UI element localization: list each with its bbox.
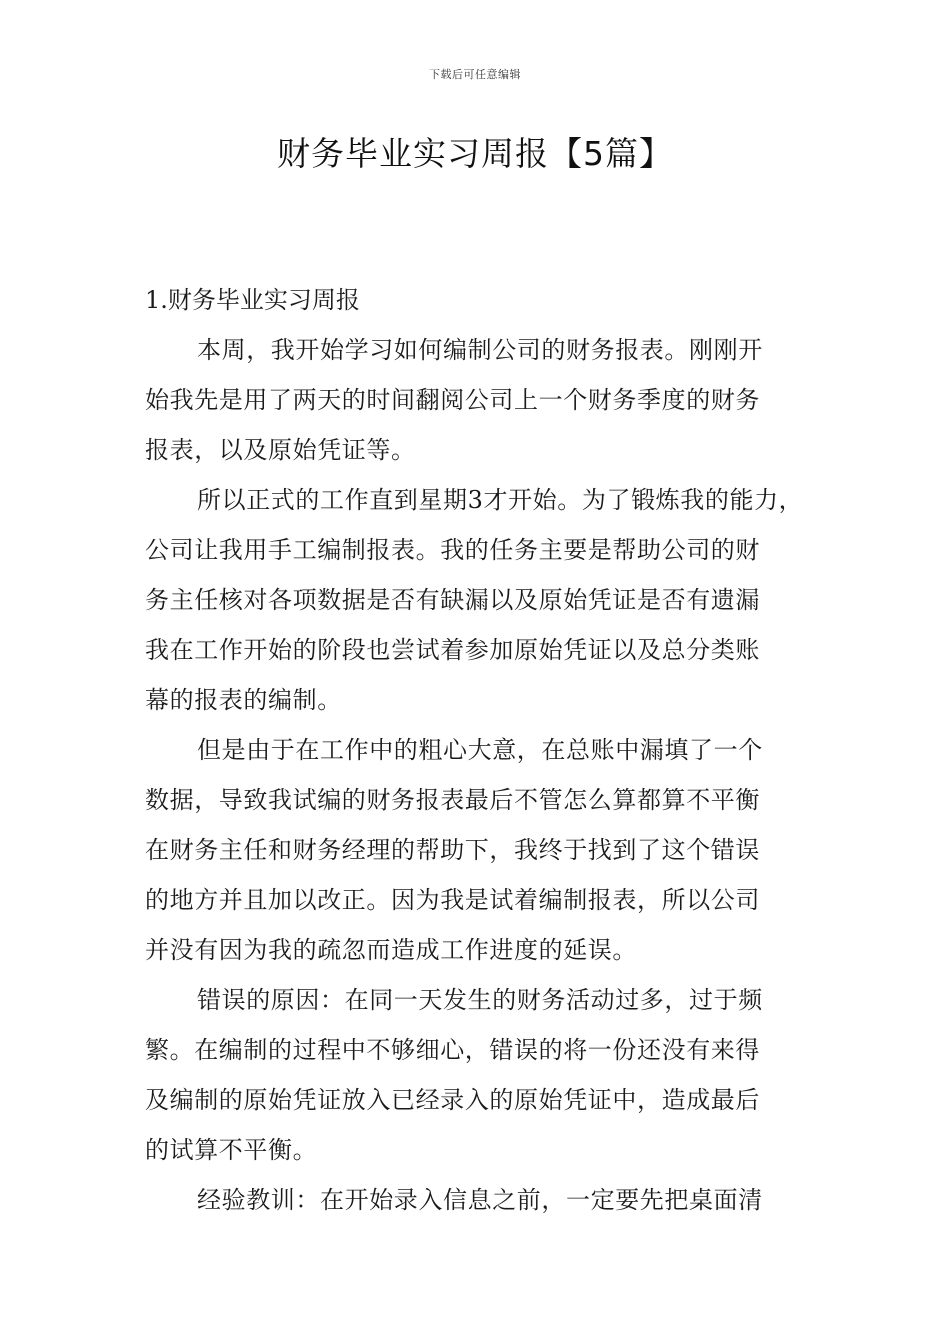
document-title: 财务毕业实习周报【5篇】 <box>277 134 673 173</box>
section-heading: 1.财务毕业实习周报 <box>145 286 360 314</box>
text-line: 报表，以及原始凭证等。 <box>145 436 416 464</box>
paragraph-first-line: 错误的原因：在同一天发生的财务活动过多，过于频 <box>197 986 763 1014</box>
paragraph-first-line: 经验教训：在开始录入信息之前，一定要先把桌面清 <box>197 1186 763 1214</box>
text-line: 及编制的原始凭证放入已经录入的原始凭证中，造成最后 <box>145 1086 760 1114</box>
paragraph-first-line: 但是由于在工作中的粗心大意，在总账中漏填了一个 <box>197 736 763 764</box>
text-line: 我在工作开始的阶段也尝试着参加原始凭证以及总分类账 <box>145 636 760 664</box>
header-note: 下载后可任意编辑 <box>429 68 521 81</box>
text-line: 在财务主任和财务经理的帮助下，我终于找到了这个错误 <box>145 836 760 864</box>
text-line: 务主任核对各项数据是否有缺漏以及原始凭证是否有遗漏 <box>145 586 760 614</box>
paragraph-first-line: 本周，我开始学习如何编制公司的财务报表。刚刚开 <box>197 336 763 364</box>
document-body <box>145 280 815 1230</box>
text-line: 幕的报表的编制。 <box>145 686 342 714</box>
text-line: 的试算不平衡。 <box>145 1136 318 1164</box>
text-line: 公司让我用手工编制报表。我的任务主要是帮助公司的财 <box>145 536 760 564</box>
text-line: 并没有因为我的疏忽而造成工作进度的延误。 <box>145 936 637 964</box>
text-line: 数据，导致我试编的财务报表最后不管怎么算都算不平衡 <box>145 786 760 814</box>
text-line: 始我先是用了两天的时间翻阅公司上一个财务季度的财务 <box>145 386 760 414</box>
text-line: 繁。在编制的过程中不够细心，错误的将一份还没有来得 <box>145 1036 760 1064</box>
text-line: 的地方并且加以改正。因为我是试着编制报表，所以公司 <box>145 886 760 914</box>
paragraph-first-line: 所以正式的工作直到星期3才开始。为了锻炼我的能力， <box>197 486 804 514</box>
